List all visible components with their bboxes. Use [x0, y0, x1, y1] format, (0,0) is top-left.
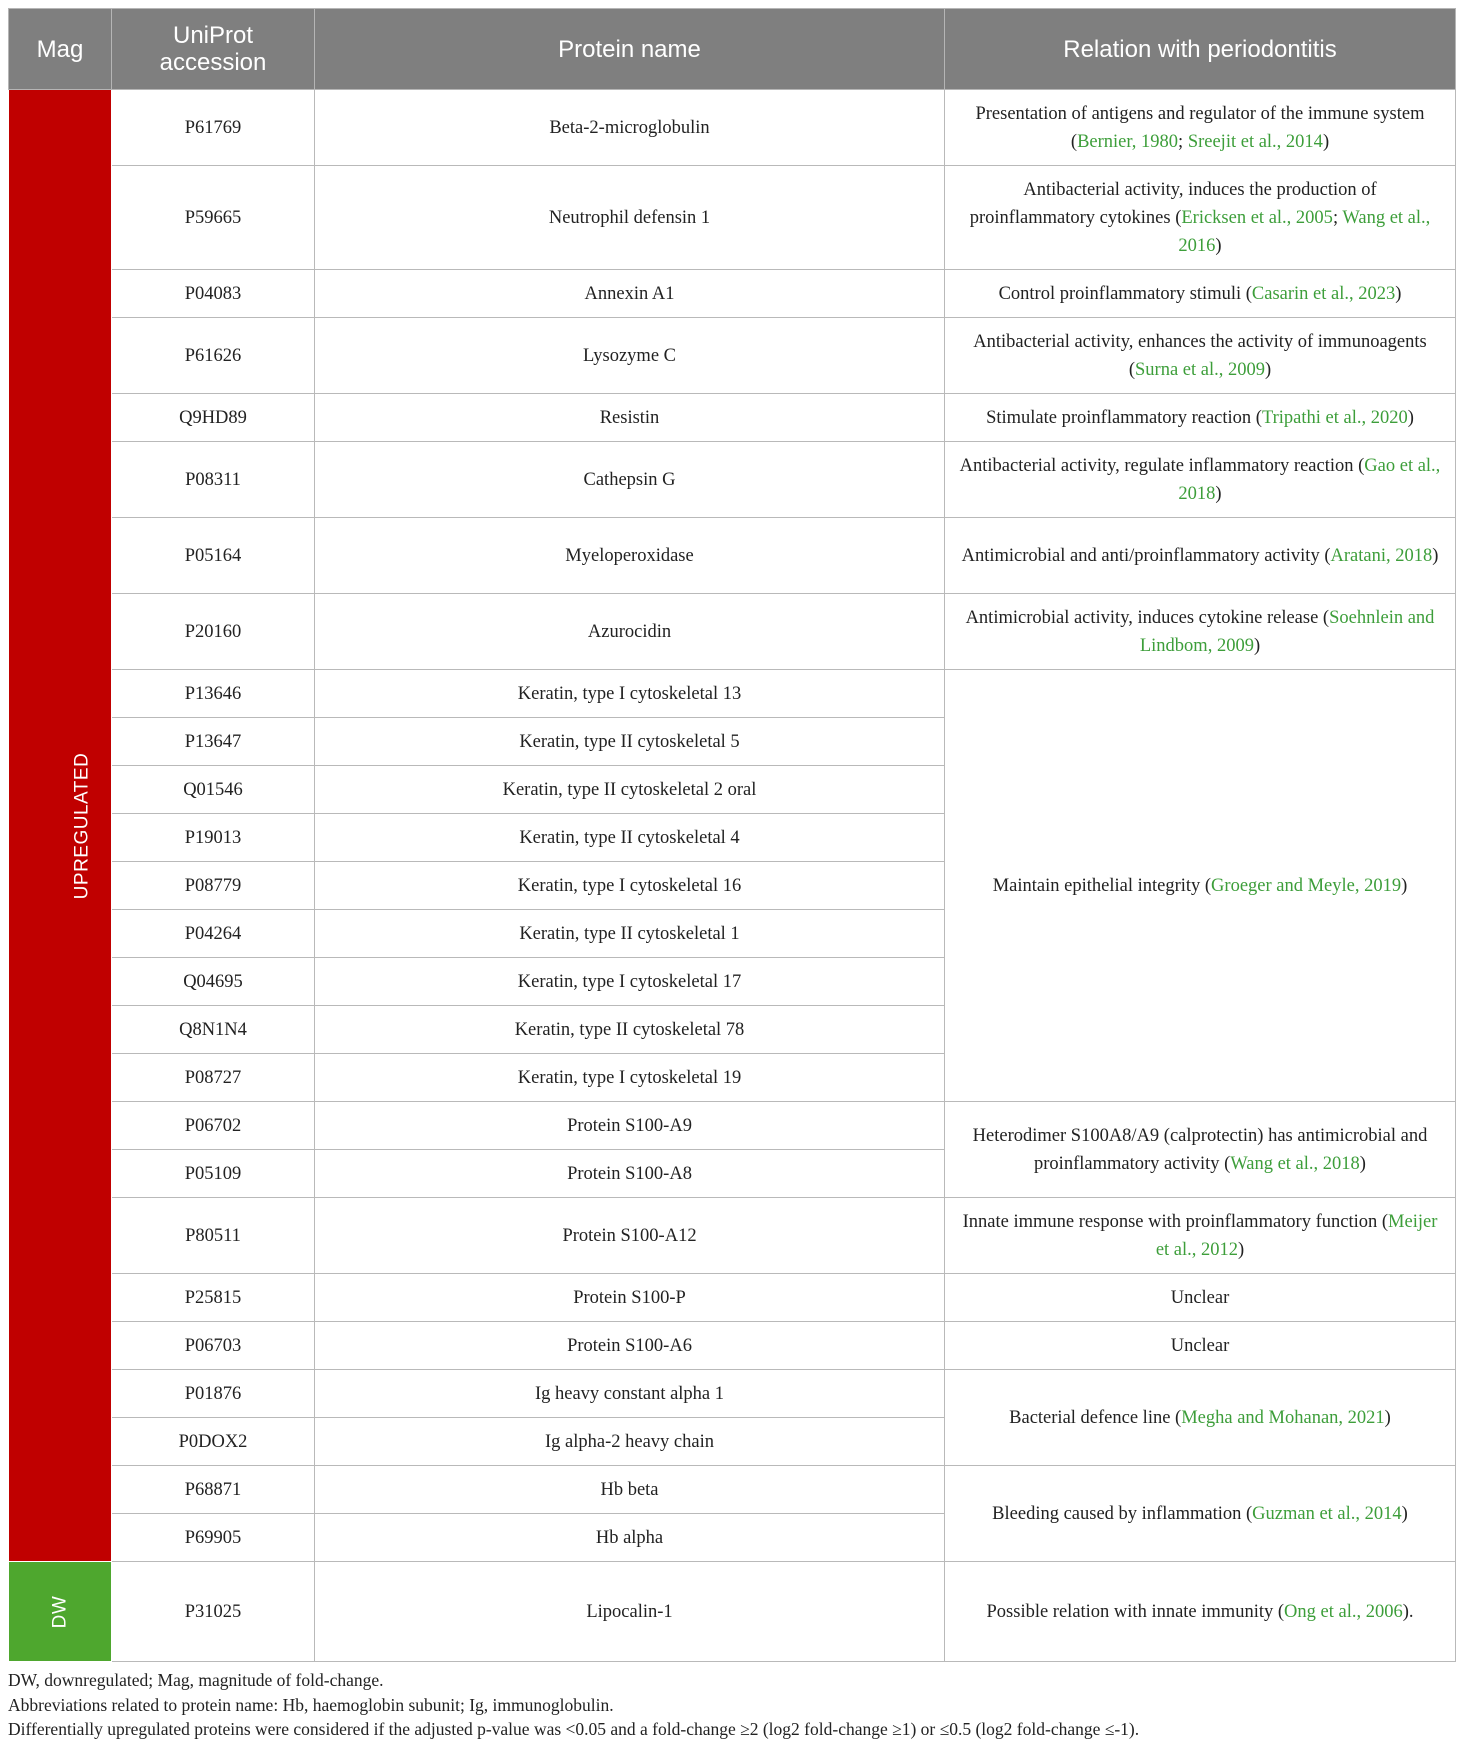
protein-name-cell: Keratin, type I cytoskeletal 13 — [315, 670, 945, 718]
table-row — [9, 1466, 1456, 1514]
accession-cell: P68871 — [112, 1466, 315, 1514]
protein-name-cell: Keratin, type II cytoskeletal 78 — [315, 1006, 945, 1054]
relation-text: Possible relation with innate immunity ( — [986, 1601, 1285, 1622]
relation-end: ) — [1432, 545, 1439, 566]
relation-text: Antibacterial activity, regulate inflammatory reaction ( — [959, 455, 1365, 476]
accession-cell: P13647 — [112, 718, 315, 766]
table-row — [9, 1322, 1456, 1370]
protein-name-cell: Protein S100-P — [315, 1274, 945, 1322]
relation-cell: Unclear — [945, 1322, 1456, 1370]
citation-link[interactable]: Ong et al., 2006 — [1284, 1601, 1403, 1622]
relation-text: Antibacterial activity, enhances the activity of immunoagents ( — [973, 331, 1427, 380]
table-row — [9, 1102, 1456, 1150]
accession-cell: P69905 — [112, 1514, 315, 1562]
protein-name-cell: Hb alpha — [315, 1514, 945, 1562]
protein-name-cell: Protein S100-A9 — [315, 1102, 945, 1150]
accession-cell: P08311 — [112, 442, 315, 518]
relation-text: Antimicrobial and anti/proinflammatory activity ( — [961, 545, 1331, 566]
accession-cell: Q04695 — [112, 958, 315, 1006]
downregulated-group-cell — [9, 1562, 112, 1662]
protein-table — [8, 8, 1456, 1662]
table-header-row — [9, 9, 1456, 90]
header-accession-line2: accession — [159, 49, 267, 76]
relation-cell — [945, 394, 1456, 442]
relation-text: Presentation of antigens and regulator of the immune system ( — [975, 103, 1425, 152]
table-row — [9, 1198, 1456, 1274]
accession-cell: P08727 — [112, 1054, 315, 1102]
citation-link[interactable]: Surna et al., 2009 — [1135, 359, 1265, 380]
relation-cell — [945, 1102, 1456, 1198]
upregulated-group-cell — [9, 90, 112, 1562]
relation-end: ) — [1253, 635, 1261, 656]
relation-text: Antimicrobial activity, induces cytokine release ( — [965, 607, 1330, 628]
table-row — [9, 1370, 1456, 1418]
protein-name-cell: Lysozyme C — [315, 318, 945, 394]
relation-text: Control proinflammatory stimuli ( — [998, 283, 1252, 304]
accession-cell: P0DOX2 — [112, 1418, 315, 1466]
accession-cell: P05109 — [112, 1150, 315, 1198]
relation-end: ) — [1401, 875, 1408, 896]
citation-separator: ; — [1332, 207, 1343, 228]
accession-cell: P25815 — [112, 1274, 315, 1322]
relation-cell: Unclear — [945, 1274, 1456, 1322]
accession-cell: P01876 — [112, 1370, 315, 1418]
relation-cell — [945, 594, 1456, 670]
citation-link[interactable]: Tripathi et al., 2020 — [1261, 407, 1408, 428]
relation-end: ) — [1215, 235, 1222, 256]
relation-end: ) — [1401, 1503, 1408, 1524]
header-accession — [112, 9, 315, 90]
relation-text: Innate immune response with proinflammatory function ( — [962, 1211, 1389, 1232]
citation-link[interactable]: Megha and Mohanan, 2021 — [1181, 1407, 1385, 1428]
relation-end: ) — [1265, 359, 1272, 380]
table-row — [9, 518, 1456, 594]
table-row — [9, 166, 1456, 270]
table-row — [9, 1562, 1456, 1662]
accession-cell: P04083 — [112, 270, 315, 318]
relation-text: Antibacterial activity, induces the production of proinflammatory cytokines ( — [969, 179, 1377, 228]
footnote: Differentially upregulated proteins were considered if the adjusted p-value was <0.05 and a fold-change ≥2 (log2 fold-change ≥1) or ≤0.5 (log2 fold-change ≤-1). — [8, 1719, 1140, 1739]
protein-name-cell: Keratin, type I cytoskeletal 16 — [315, 862, 945, 910]
footnote: Abbreviations related to protein name: Hb, haemoglobin subunit; Ig, immunoglobulin. — [8, 1694, 614, 1715]
relation-cell — [945, 90, 1456, 166]
protein-name-cell: Protein S100-A6 — [315, 1322, 945, 1370]
accession-cell: P61626 — [112, 318, 315, 394]
citation-link[interactable]: Aratani, 2018 — [1330, 545, 1433, 566]
accession-cell: P59665 — [112, 166, 315, 270]
relation-end: ) — [1407, 407, 1414, 428]
relation-end: ) — [1384, 1407, 1391, 1428]
header-accession-line1: UniProt — [172, 22, 254, 49]
relation-text: Heterodimer S100A8/A9 (calprotectin) has antimicrobial and proinflammatory activity ( — [972, 1125, 1428, 1174]
protein-name-cell: Keratin, type II cytoskeletal 5 — [315, 718, 945, 766]
citation-link[interactable]: Wang et al., 2016 — [1178, 207, 1431, 256]
protein-name-cell: Keratin, type I cytoskeletal 17 — [315, 958, 945, 1006]
accession-cell: P05164 — [112, 518, 315, 594]
protein-name-cell: Keratin, type I cytoskeletal 19 — [315, 1054, 945, 1102]
footnote: DW, downregulated; Mag, magnitude of fold-change. — [8, 1670, 384, 1690]
protein-name-cell: Neutrophil defensin 1 — [315, 166, 945, 270]
relation-text: Maintain epithelial integrity ( — [992, 875, 1212, 896]
protein-name-cell: Ig heavy constant alpha 1 — [315, 1370, 945, 1418]
accession-cell: P08779 — [112, 862, 315, 910]
relation-cell — [945, 670, 1456, 1102]
accession-cell: P80511 — [112, 1198, 315, 1274]
table-footnotes — [8, 1668, 1455, 1742]
citation-link[interactable]: Groeger and Meyle, 2019 — [1211, 875, 1402, 896]
protein-name-cell: Ig alpha-2 heavy chain — [315, 1418, 945, 1466]
citation-link[interactable]: Bernier, 1980 — [1077, 131, 1179, 152]
table-row — [9, 442, 1456, 518]
accession-cell: P06703 — [112, 1322, 315, 1370]
citation-link[interactable]: Meijer et al., 2012 — [1155, 1211, 1438, 1260]
protein-name-cell: Protein S100-A8 — [315, 1150, 945, 1198]
relation-text: Bacterial defence line ( — [1009, 1407, 1182, 1428]
relation-end: ). — [1402, 1601, 1414, 1622]
accession-cell: Q8N1N4 — [112, 1006, 315, 1054]
relation-cell — [945, 318, 1456, 394]
relation-end: ) — [1238, 1239, 1245, 1260]
citation-link[interactable]: Wang et al., 2018 — [1230, 1153, 1360, 1174]
relation-cell — [945, 270, 1456, 318]
citation-link[interactable]: Ericksen et al., 2005 — [1181, 207, 1333, 228]
table-row — [9, 318, 1456, 394]
protein-name-cell: Beta-2-microglobulin — [315, 90, 945, 166]
citation-link[interactable]: Gao et al., 2018 — [1178, 455, 1441, 504]
protein-name-cell: Keratin, type II cytoskeletal 2 oral — [315, 766, 945, 814]
protein-name-cell: Resistin — [315, 394, 945, 442]
citation-link[interactable]: Soehnlein and Lindbom, 2009 — [1139, 607, 1435, 656]
accession-cell: P20160 — [112, 594, 315, 670]
relation-end: ) — [1359, 1153, 1366, 1174]
accession-cell: P61769 — [112, 90, 315, 166]
relation-cell — [945, 1198, 1456, 1274]
citation-link[interactable]: Sreejit et al., 2014 — [1187, 131, 1323, 152]
citation-link[interactable]: Casarin et al., 2023 — [1251, 283, 1396, 304]
protein-name-cell: Keratin, type II cytoskeletal 4 — [315, 814, 945, 862]
relation-cell — [945, 442, 1456, 518]
protein-name-cell: Myeloperoxidase — [315, 518, 945, 594]
accession-cell: P13646 — [112, 670, 315, 718]
relation-end: ) — [1395, 283, 1402, 304]
accession-cell: P06702 — [112, 1102, 315, 1150]
relation-cell — [945, 1466, 1456, 1562]
protein-name-cell: Cathepsin G — [315, 442, 945, 518]
protein-name-cell: Annexin A1 — [315, 270, 945, 318]
table-row — [9, 90, 1456, 166]
header-relation: Relation with periodontitis — [945, 9, 1456, 90]
protein-name-cell: Hb beta — [315, 1466, 945, 1514]
protein-table-container — [8, 8, 1455, 1742]
table-row — [9, 270, 1456, 318]
accession-cell: P04264 — [112, 910, 315, 958]
relation-text: Bleeding caused by inflammation ( — [992, 1503, 1253, 1524]
table-row — [9, 594, 1456, 670]
upregulated-label: UPREGULATED — [71, 752, 93, 899]
header-mag: Mag — [9, 9, 112, 90]
header-protein-name: Protein name — [315, 9, 945, 90]
protein-name-cell: Azurocidin — [315, 594, 945, 670]
table-row — [9, 394, 1456, 442]
citation-link[interactable]: Guzman et al., 2014 — [1252, 1503, 1402, 1524]
relation-end: ) — [1322, 131, 1330, 152]
table-row — [9, 1274, 1456, 1322]
protein-name-cell: Protein S100-A12 — [315, 1198, 945, 1274]
accession-cell: Q01546 — [112, 766, 315, 814]
relation-cell — [945, 166, 1456, 270]
relation-cell — [945, 1370, 1456, 1466]
accession-cell: P31025 — [112, 1562, 315, 1662]
protein-name-cell: Keratin, type II cytoskeletal 1 — [315, 910, 945, 958]
relation-cell — [945, 518, 1456, 594]
relation-cell — [945, 1562, 1456, 1662]
downregulated-label: DW — [49, 1595, 70, 1628]
accession-cell: P19013 — [112, 814, 315, 862]
relation-text: Stimulate proinflammatory reaction ( — [986, 407, 1262, 428]
citation-separator: ; — [1178, 131, 1188, 152]
accession-cell: Q9HD89 — [112, 394, 315, 442]
protein-name-cell: Lipocalin-1 — [315, 1562, 945, 1662]
table-row — [9, 670, 1456, 718]
relation-end: ) — [1215, 483, 1222, 504]
